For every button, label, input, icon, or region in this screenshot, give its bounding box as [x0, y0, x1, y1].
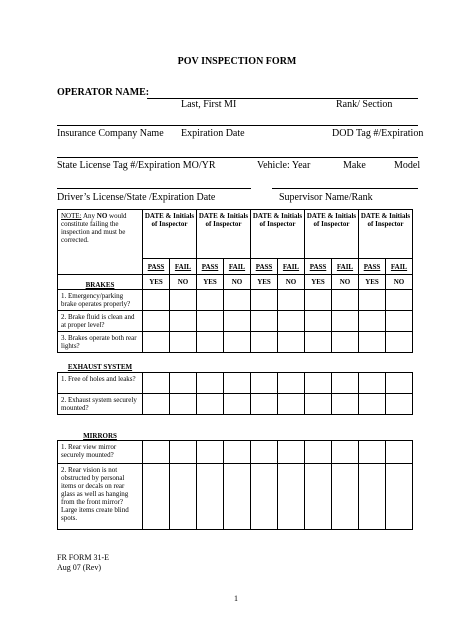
check-cell[interactable]	[251, 464, 278, 530]
check-cell[interactable]	[170, 290, 197, 311]
exhaust-item-1: 1. Free of holes and leaks?	[58, 373, 143, 394]
check-cell[interactable]	[197, 332, 224, 353]
operator-sub-name: Last, First MI	[181, 99, 237, 110]
check-cell[interactable]	[251, 441, 278, 464]
check-cell[interactable]	[170, 332, 197, 353]
form-date: Aug 07 (Rev)	[57, 563, 101, 572]
check-cell[interactable]	[332, 441, 359, 464]
check-cell[interactable]	[251, 373, 278, 394]
section-brakes: BRAKES	[58, 275, 143, 290]
check-cell[interactable]	[251, 311, 278, 332]
pass-header: PASS	[305, 259, 332, 275]
insurance-label: Insurance Company Name	[57, 128, 164, 139]
check-cell[interactable]	[143, 332, 170, 353]
check-cell[interactable]	[197, 373, 224, 394]
mirrors-item-1: 1. Rear view mirror securely mounted?	[58, 441, 143, 464]
brakes-item-3: 3. Brakes operate both rear lights?	[58, 332, 143, 353]
pass-header: PASS	[143, 259, 170, 275]
check-cell[interactable]	[278, 441, 305, 464]
check-cell[interactable]	[224, 394, 251, 415]
check-cell[interactable]	[278, 373, 305, 394]
exhaust-item-2: 2. Exhaust system securely mounted?	[58, 394, 143, 415]
check-cell[interactable]	[305, 290, 332, 311]
check-cell[interactable]	[251, 290, 278, 311]
check-cell[interactable]	[143, 290, 170, 311]
check-cell[interactable]	[386, 311, 413, 332]
pass-header: PASS	[251, 259, 278, 275]
check-cell[interactable]	[170, 373, 197, 394]
yes-header: YES	[251, 275, 278, 290]
no-header: NO	[170, 275, 197, 290]
check-cell[interactable]	[143, 441, 170, 464]
check-cell[interactable]	[332, 332, 359, 353]
check-cell[interactable]	[305, 441, 332, 464]
check-cell[interactable]	[170, 441, 197, 464]
yes-header: YES	[197, 275, 224, 290]
yes-header: YES	[143, 275, 170, 290]
no-header: NO	[278, 275, 305, 290]
brakes-item-2: 2. Brake fluid is clean and at proper level?	[58, 311, 143, 332]
check-cell[interactable]	[170, 311, 197, 332]
check-cell[interactable]	[359, 311, 386, 332]
check-cell[interactable]	[197, 464, 224, 530]
operator-name-label: OPERATOR NAME:	[57, 87, 150, 98]
fail-header: FAIL	[332, 259, 359, 275]
fail-header: FAIL	[224, 259, 251, 275]
check-cell[interactable]	[224, 332, 251, 353]
drivers-license-line[interactable]	[57, 188, 251, 189]
section-mirrors: MIRRORS	[83, 432, 117, 440]
form-number: FR FORM 31-E	[57, 553, 110, 562]
check-cell[interactable]	[359, 394, 386, 415]
date-header-4: DATE & Initials of Inspector	[305, 210, 359, 259]
no-header: NO	[332, 275, 359, 290]
page-number: 1	[234, 594, 238, 603]
check-cell[interactable]	[332, 464, 359, 530]
brakes-item-1: 1. Emergency/parking brake operates properly?	[58, 290, 143, 311]
date-header-3: DATE & Initials of Inspector	[251, 210, 305, 259]
check-cell[interactable]	[305, 373, 332, 394]
check-cell[interactable]	[359, 441, 386, 464]
drivers-license-label: Driver’s License/State /Expiration Date	[57, 192, 216, 203]
section-exhaust: EXHAUST SYSTEM	[67, 363, 133, 371]
check-cell[interactable]	[143, 394, 170, 415]
check-cell[interactable]	[278, 332, 305, 353]
check-cell[interactable]	[386, 441, 413, 464]
check-cell[interactable]	[197, 441, 224, 464]
check-cell[interactable]	[278, 290, 305, 311]
pass-header: PASS	[359, 259, 386, 275]
supervisor-label: Supervisor Name/Rank	[279, 192, 373, 203]
check-cell[interactable]	[386, 290, 413, 311]
check-cell[interactable]	[278, 311, 305, 332]
mirrors-item-2: 2. Rear vision is not obstructed by personal items or decals on rear glass as well as hanging from the front mirror? Large items create blind spots.	[58, 464, 143, 530]
check-cell[interactable]	[305, 332, 332, 353]
inspection-table	[57, 209, 413, 530]
check-cell[interactable]	[224, 311, 251, 332]
check-cell[interactable]	[170, 394, 197, 415]
operator-sub-rank: Rank/ Section	[336, 99, 393, 110]
check-cell[interactable]	[197, 290, 224, 311]
dod-tag-label: DOD Tag #/Expiration	[332, 128, 424, 139]
check-cell[interactable]	[386, 332, 413, 353]
check-cell[interactable]	[143, 311, 170, 332]
check-cell[interactable]	[197, 311, 224, 332]
note-no: NO	[96, 212, 108, 220]
check-cell[interactable]	[359, 464, 386, 530]
note-cell	[58, 210, 143, 275]
make-label: Make	[343, 160, 366, 171]
check-cell[interactable]	[251, 332, 278, 353]
note-text: would constitute failing the inspection and must be corrected.	[61, 212, 127, 244]
check-cell[interactable]	[359, 332, 386, 353]
pass-header: PASS	[197, 259, 224, 275]
spacer	[143, 415, 413, 441]
check-cell[interactable]	[359, 290, 386, 311]
yes-header: YES	[305, 275, 332, 290]
check-cell[interactable]	[305, 394, 332, 415]
check-cell[interactable]	[278, 464, 305, 530]
check-cell[interactable]	[359, 373, 386, 394]
note-label: NOTE:	[61, 212, 82, 220]
expiration-label: Expiration Date	[181, 128, 245, 139]
check-cell[interactable]	[224, 441, 251, 464]
license-label: State License Tag #/Expiration MO/YR	[57, 160, 216, 171]
check-cell[interactable]	[332, 311, 359, 332]
fail-header: FAIL	[278, 259, 305, 275]
supervisor-line[interactable]	[272, 188, 418, 189]
check-cell[interactable]	[386, 373, 413, 394]
insurance-line[interactable]	[57, 125, 418, 126]
check-cell[interactable]	[143, 373, 170, 394]
check-cell[interactable]	[197, 394, 224, 415]
date-header-5: DATE & Initials of Inspector	[359, 210, 413, 259]
no-header: NO	[224, 275, 251, 290]
check-cell[interactable]	[332, 290, 359, 311]
note-any: Any	[82, 212, 96, 220]
no-header: NO	[386, 275, 413, 290]
check-cell[interactable]	[386, 394, 413, 415]
check-cell[interactable]	[143, 464, 170, 530]
check-cell[interactable]	[224, 373, 251, 394]
yes-header: YES	[359, 275, 386, 290]
fail-header: FAIL	[386, 259, 413, 275]
model-label: Model	[394, 160, 421, 171]
license-line[interactable]	[57, 157, 418, 158]
check-cell[interactable]	[278, 394, 305, 415]
check-cell[interactable]	[305, 311, 332, 332]
date-header-1: DATE & Initials of Inspector	[143, 210, 197, 259]
check-cell[interactable]	[305, 464, 332, 530]
check-cell[interactable]	[224, 290, 251, 311]
check-cell[interactable]	[251, 394, 278, 415]
vehicle-year-label: Vehicle: Year	[257, 160, 311, 171]
check-cell[interactable]	[170, 464, 197, 530]
check-cell[interactable]	[386, 464, 413, 530]
check-cell[interactable]	[224, 464, 251, 530]
form-title: POV INSPECTION FORM	[177, 56, 297, 67]
spacer	[143, 353, 413, 373]
fail-header: FAIL	[170, 259, 197, 275]
date-header-2: DATE & Initials of Inspector	[197, 210, 251, 259]
check-cell[interactable]	[332, 394, 359, 415]
check-cell[interactable]	[332, 373, 359, 394]
